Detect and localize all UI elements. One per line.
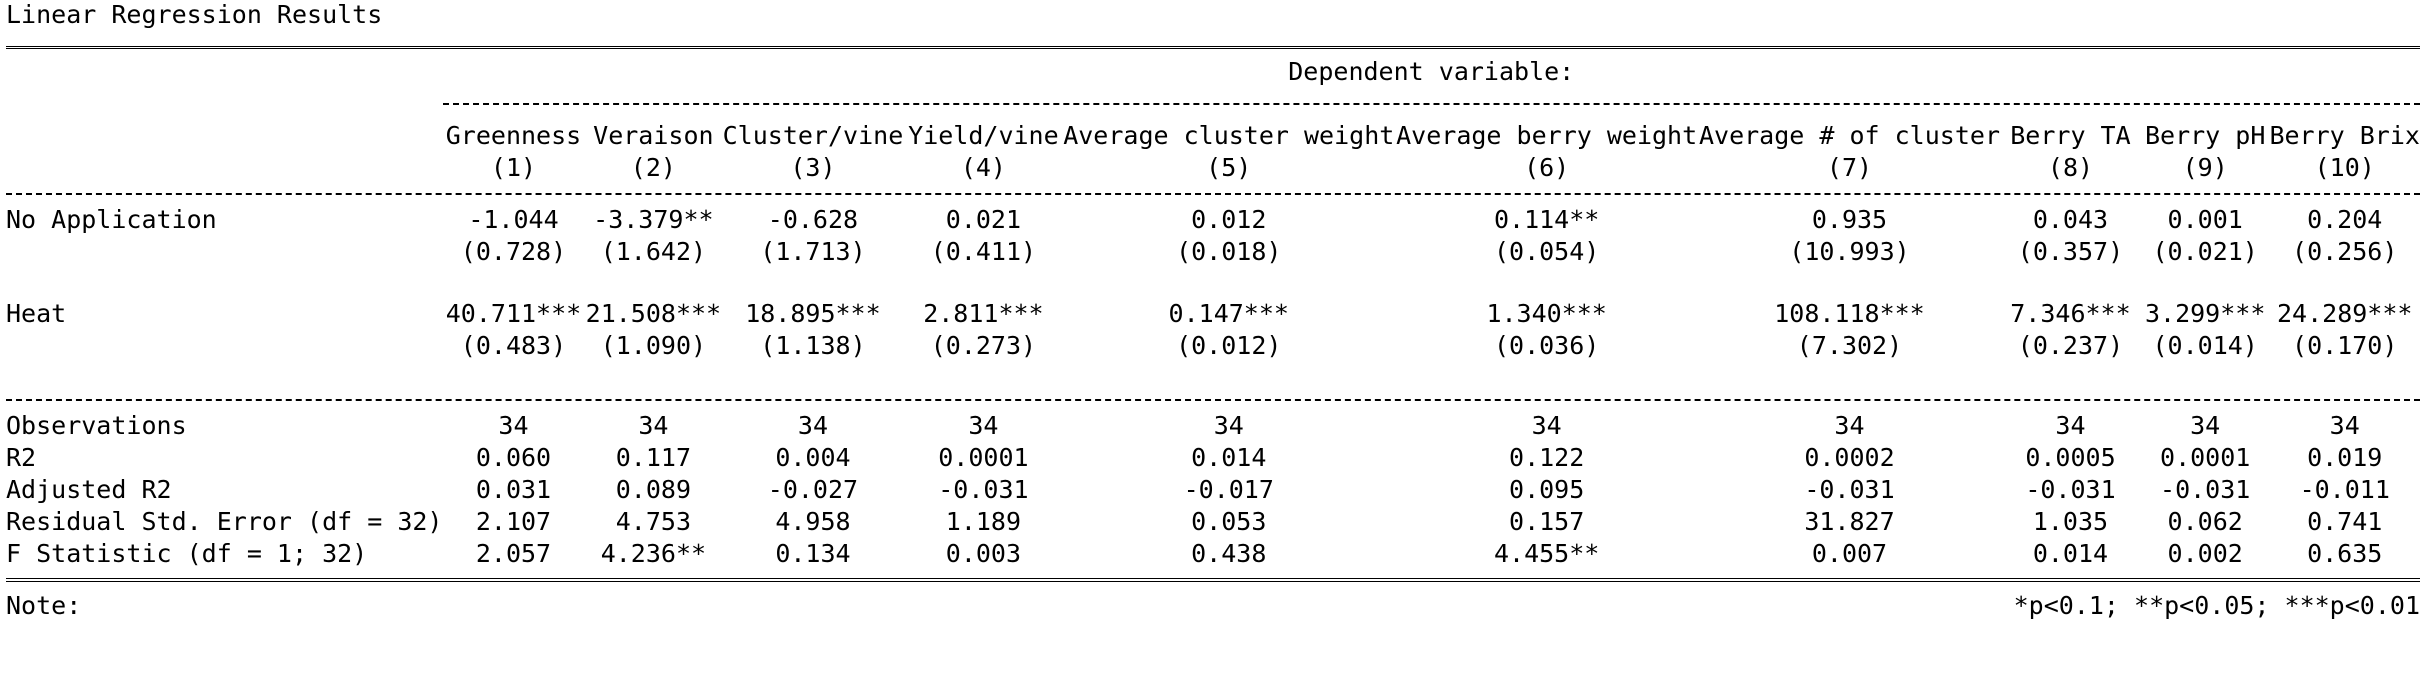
statistic-value: -0.031 bbox=[2025, 475, 2116, 504]
std-error: (1.713) bbox=[760, 237, 866, 266]
statistic-value: 4.958 bbox=[775, 507, 851, 536]
std-error: (0.256) bbox=[2292, 237, 2398, 266]
stats-dashed-rule-stroke bbox=[6, 399, 2420, 401]
coefficient-label: No Application bbox=[6, 205, 217, 234]
column-number: (10) bbox=[2314, 153, 2375, 182]
statistic-row bbox=[6, 506, 2420, 538]
header-dashed-rule-line bbox=[443, 88, 2421, 120]
coefficients-dashed-rule bbox=[6, 184, 2420, 204]
statistic-value: 34 bbox=[797, 411, 828, 440]
statistic-value: 0.062 bbox=[2167, 507, 2243, 536]
statistic-value: 0.134 bbox=[775, 539, 851, 568]
std-error: (0.357) bbox=[2017, 237, 2124, 266]
column-number: (8) bbox=[2047, 153, 2094, 182]
std-error: (0.012) bbox=[1176, 331, 1282, 360]
std-error: (0.170) bbox=[2292, 331, 2398, 360]
statistic-value: 1.189 bbox=[945, 507, 1022, 536]
coefficients-dashed-rule-stroke bbox=[6, 193, 2420, 195]
std-error: (0.273) bbox=[930, 331, 1037, 360]
statistic-value: 0.438 bbox=[1191, 539, 1267, 568]
dependent-variable-row bbox=[6, 40, 2420, 88]
bottom-double-rule-stroke bbox=[6, 578, 2420, 582]
statistic-value: 4.455** bbox=[1493, 539, 1600, 568]
column-number: (5) bbox=[1206, 153, 1252, 182]
header-blank bbox=[6, 120, 443, 152]
std-error-label-blank bbox=[6, 236, 443, 268]
std-error: (1.138) bbox=[760, 331, 866, 360]
spacer-cell bbox=[6, 268, 2420, 298]
statistic-value: 4.753 bbox=[615, 507, 691, 536]
statistic-value: 34 bbox=[2329, 411, 2360, 440]
statistic-value: 0.122 bbox=[1509, 443, 1585, 472]
statistic-value: 31.827 bbox=[1804, 507, 1895, 536]
statistic-value: 0.0001 bbox=[2160, 443, 2251, 472]
statistic-value: -0.011 bbox=[2299, 475, 2390, 504]
spacer-row bbox=[6, 268, 2420, 298]
std-error: (0.018) bbox=[1176, 237, 1282, 266]
statistic-value: 0.031 bbox=[475, 475, 552, 504]
statistic-value: 0.089 bbox=[615, 475, 691, 504]
column-name: Veraison bbox=[593, 121, 714, 150]
std-error: (1.090) bbox=[600, 331, 707, 360]
std-error: (0.728) bbox=[460, 237, 567, 266]
header-dashed-rule-stroke bbox=[443, 103, 2421, 105]
statistic-value: 34 bbox=[1531, 411, 1562, 440]
statistic-value: 0.117 bbox=[615, 443, 691, 472]
coefficient-estimate: 24.289*** bbox=[2276, 299, 2413, 328]
std-error: (0.483) bbox=[460, 331, 567, 360]
statistic-value: 34 bbox=[498, 411, 529, 440]
header-blank bbox=[6, 40, 443, 88]
column-number: (2) bbox=[630, 153, 676, 182]
coefficient-estimate: 0.043 bbox=[2032, 205, 2109, 234]
spacer-cell bbox=[6, 362, 2420, 390]
coefficient-row bbox=[6, 204, 2420, 236]
coefficient-row bbox=[6, 298, 2420, 330]
statistic-value: 34 bbox=[968, 411, 999, 440]
header-blank bbox=[6, 152, 443, 184]
coefficient-estimate: 2.811*** bbox=[923, 299, 1044, 328]
statistic-value: 34 bbox=[2055, 411, 2086, 440]
spacer-row bbox=[6, 362, 2420, 390]
std-error: (0.411) bbox=[930, 237, 1037, 266]
statistic-label: Residual Std. Error (df = 32) bbox=[6, 507, 443, 536]
statistic-row bbox=[6, 442, 2420, 474]
statistic-value: 4.236** bbox=[600, 539, 707, 568]
column-number: (1) bbox=[490, 153, 537, 182]
coefficient-estimate: 7.346*** bbox=[2010, 299, 2131, 328]
std-error: (0.237) bbox=[2017, 331, 2124, 360]
std-error-row bbox=[6, 330, 2420, 362]
coefficient-estimate: 3.299*** bbox=[2144, 299, 2266, 328]
statistic-value: 34 bbox=[1834, 411, 1865, 440]
column-number: (7) bbox=[1826, 153, 1873, 182]
note-row bbox=[6, 590, 2420, 622]
column-number: (9) bbox=[2182, 153, 2228, 182]
coefficient-estimate: 21.508*** bbox=[585, 299, 722, 328]
coefficient-estimate: -1.044 bbox=[468, 205, 559, 234]
std-error: (1.642) bbox=[600, 237, 707, 266]
significance-note: *p<0.1; **p<0.05; ***p<0.01 bbox=[2013, 591, 2420, 620]
stats-dashed-rule bbox=[6, 390, 2420, 410]
dependent-variable-label: Dependent variable: bbox=[1288, 57, 1575, 86]
statistic-value: 0.004 bbox=[775, 443, 851, 472]
statistic-value: 34 bbox=[2190, 411, 2221, 440]
column-number: (6) bbox=[1524, 153, 1570, 182]
coefficient-estimate: -3.379** bbox=[593, 205, 714, 234]
statistic-value: 0.0002 bbox=[1804, 443, 1895, 472]
column-numbers-row bbox=[6, 152, 2420, 184]
note-label: Note: bbox=[6, 591, 82, 620]
statistic-value: 2.107 bbox=[475, 507, 552, 536]
statistic-value: 0.007 bbox=[1811, 539, 1888, 568]
column-number: (3) bbox=[790, 153, 836, 182]
header-dashed-rule bbox=[6, 88, 2420, 120]
statistic-value: -0.031 bbox=[1804, 475, 1895, 504]
coefficient-estimate: 0.012 bbox=[1191, 205, 1267, 234]
statistic-value: 1.035 bbox=[2032, 507, 2109, 536]
column-name: Berry Brix bbox=[2269, 121, 2420, 150]
statistic-label: Adjusted R2 bbox=[6, 475, 172, 504]
coefficient-estimate: 0.935 bbox=[1811, 205, 1888, 234]
statistic-value: 2.057 bbox=[475, 539, 552, 568]
regression-table bbox=[6, 40, 2420, 622]
statistic-value: 0.002 bbox=[2167, 539, 2243, 568]
statistic-row bbox=[6, 538, 2420, 570]
column-names-row bbox=[6, 120, 2420, 152]
column-number: (4) bbox=[960, 153, 1006, 182]
std-error: (0.054) bbox=[1493, 237, 1600, 266]
coefficient-estimate: 108.118*** bbox=[1774, 299, 1925, 328]
statistic-value: 0.060 bbox=[475, 443, 552, 472]
coefficient-label: Heat bbox=[6, 299, 67, 328]
column-name: Average cluster weight bbox=[1063, 121, 1395, 150]
coefficient-estimate: 1.340*** bbox=[1486, 299, 1607, 328]
statistic-value: 0.635 bbox=[2307, 539, 2383, 568]
statistic-value: 0.095 bbox=[1509, 475, 1585, 504]
rule-spacer bbox=[6, 88, 443, 120]
statistic-value: 0.014 bbox=[1191, 443, 1267, 472]
std-error: (0.021) bbox=[2152, 237, 2258, 266]
statistic-label: F Statistic (df = 1; 32) bbox=[6, 539, 368, 568]
statistic-value: 0.014 bbox=[2032, 539, 2109, 568]
table-title: Linear Regression Results bbox=[6, 0, 383, 29]
statistic-label: R2 bbox=[6, 443, 37, 472]
statistic-value: -0.027 bbox=[767, 475, 859, 504]
bottom-double-rule bbox=[6, 570, 2420, 590]
column-name: Berry TA bbox=[2010, 121, 2131, 150]
coefficient-estimate: 0.001 bbox=[2167, 205, 2243, 234]
statistic-value: 0.0005 bbox=[2025, 443, 2116, 472]
statistic-value: 34 bbox=[638, 411, 669, 440]
statistic-value: -0.017 bbox=[1183, 475, 1274, 504]
coefficient-estimate: 0.204 bbox=[2307, 205, 2383, 234]
coefficient-estimate: 0.147*** bbox=[1168, 299, 1289, 328]
column-name: Berry pH bbox=[2144, 121, 2266, 150]
statistic-value: 0.0001 bbox=[938, 443, 1029, 472]
std-error: (7.302) bbox=[1796, 331, 1903, 360]
statistic-value: 34 bbox=[1213, 411, 1244, 440]
std-error-row bbox=[6, 236, 2420, 268]
coefficient-estimate: 40.711*** bbox=[445, 299, 582, 328]
column-name: Average berry weight bbox=[1396, 121, 1698, 150]
statistic-value: -0.031 bbox=[2160, 475, 2251, 504]
statistic-value: -0.031 bbox=[938, 475, 1029, 504]
statistic-label: Observations bbox=[6, 411, 187, 440]
column-name: Greenness bbox=[445, 121, 582, 150]
column-name: Cluster/vine bbox=[722, 121, 904, 150]
coefficient-estimate: 18.895*** bbox=[745, 299, 881, 328]
statistic-value: 0.157 bbox=[1509, 507, 1585, 536]
std-error: (10.993) bbox=[1789, 237, 1910, 266]
std-error-label-blank bbox=[6, 330, 443, 362]
coefficients-dashed-rule-line bbox=[6, 184, 2420, 204]
statistic-value: 0.053 bbox=[1191, 507, 1267, 536]
std-error: (0.014) bbox=[2152, 331, 2258, 360]
coefficient-estimate: 0.021 bbox=[945, 205, 1022, 234]
statistic-value: 0.741 bbox=[2307, 507, 2383, 536]
stats-dashed-rule-line bbox=[6, 390, 2420, 410]
column-name: Average # of cluster bbox=[1698, 121, 2000, 150]
coefficient-estimate: 0.114** bbox=[1493, 205, 1600, 234]
statistic-row bbox=[6, 410, 2420, 442]
statistic-value: 0.003 bbox=[945, 539, 1022, 568]
statistic-value: 0.019 bbox=[2307, 443, 2383, 472]
std-error: (0.036) bbox=[1493, 331, 1600, 360]
column-name: Yield/vine bbox=[908, 121, 1059, 150]
coefficient-estimate: -0.628 bbox=[767, 205, 859, 234]
bottom-double-rule-line bbox=[6, 570, 2420, 590]
statistic-row bbox=[6, 474, 2420, 506]
